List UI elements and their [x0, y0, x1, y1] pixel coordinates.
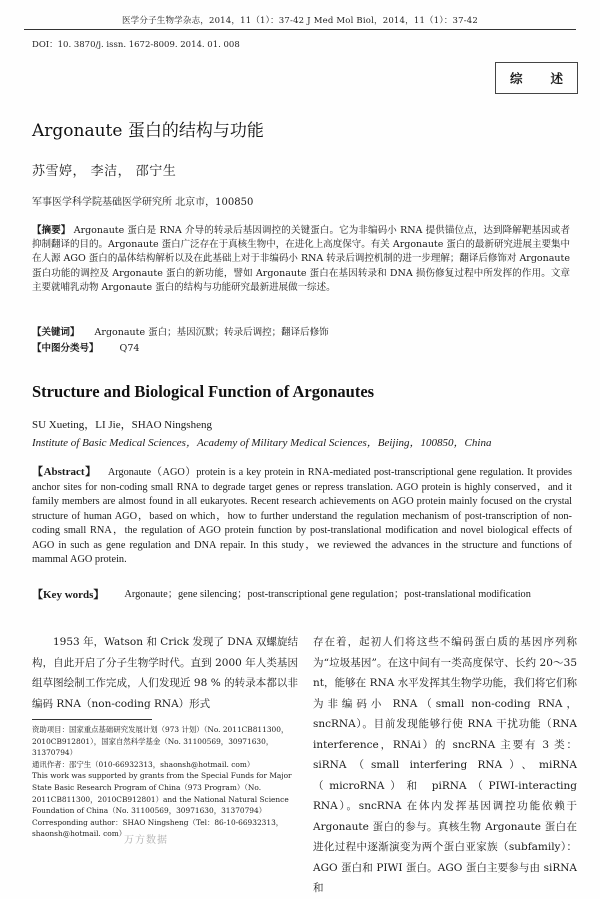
english-keywords-label: 【Key words】 — [32, 589, 105, 601]
watermark: 万方数据 — [124, 835, 168, 846]
chinese-classification-label: 【中图分类号】 — [32, 343, 99, 354]
footnote-rule — [32, 719, 152, 720]
chinese-keywords-text: Argonaute 蛋白；基因沉默；转录后调控；翻译后修饰 — [94, 327, 329, 338]
chinese-classification — [32, 340, 139, 354]
chinese-title: Argonaute 蛋白的结构与功能 — [32, 121, 264, 141]
doi: DOI：10. 3870/j. issn. 1672-8009. 2014. 01. 008 — [32, 40, 240, 50]
chinese-affiliation: 军事医学科学院基础医学研究所 北京市，100850 — [32, 197, 254, 208]
english-abstract — [32, 465, 572, 568]
section-label-box — [495, 62, 578, 94]
header-rule — [24, 29, 576, 30]
body-left-column: 1953 年，Watson 和 Crick 发现了 DNA 双螺旋结构，自此开启了分子生物学时代。直到 2000 年人类基因组草图绘制工作完成，人们发现近 98 % 的转录本都以非编码 RNA（non-coding RNA）形式 — [32, 636, 298, 710]
chinese-abstract-label: 【摘要】 — [32, 225, 71, 236]
chinese-classification-text: Q74 — [119, 343, 140, 354]
chinese-abstract — [32, 224, 570, 295]
english-abstract-text: Argonaute（AGO）protein is a key protein in RNA-mediated post-transcriptional gene regulation. It provides anchor sites for non-coding small RNA to degrade target genes or repress translation. AGO protein is highly conserved，and it family members are almost found in all eukaryotes. Recent research achievements on AGO protein mainly focused on the crystal structure of human AGO，based on which，how to further understand the regulation mechanism of post-transcription of non-coding small RNA，the regulation of AGO protein function by post-translational modification and novel biological effects of AGO in such as gene regulation and DNA repair. In this study，we reviewed the advances in the structure and functions of mammal AGO protein. — [32, 467, 573, 565]
running-header: 医学分子生物学杂志，2014，11（1）：37-42 J Med Mol Biol，2014，11（1）：37-42 — [121, 16, 479, 26]
english-authors: SU Xueting，LI Jie，SHAO Ningsheng — [32, 419, 212, 431]
footnote — [32, 724, 298, 840]
footnote-funding-cn: 资助项目：国家重点基础研究发展计划（973 计划）（No. 2011CB811300，2010CB912801），国家自然科学基金（No. 31100569，30971630，31370794） — [32, 725, 289, 758]
chinese-keywords — [32, 324, 329, 338]
english-abstract-label: 【Abstract】 — [32, 466, 97, 478]
chinese-authors: 苏雪婷， 李洁， 邵宁生 — [32, 164, 177, 179]
section-label-char-1: 综 — [510, 71, 523, 86]
english-keywords — [32, 588, 572, 603]
chinese-abstract-text: Argonaute 蛋白是 RNA 介导的转录后基因调控的关键蛋白。它为非编码小 RNA 提供锚位点，达到降解靶基因或者抑制翻译的目的。Argonaute 蛋白广泛存在于真核生物中，在进化上高度保守。有关 Argonaute 蛋白的最新研究进展主要集中在人源 AGO 蛋白的晶体结构解析以及在此基础上对于非编码小 RNA 转录后调控机制的进一步理解；翻译后修饰对 Argonaute 蛋白功能的调控及 Argonaute 蛋白的新功能，譬如 Argonaute 蛋白在基因转录和 DNA 损伤修复过程中所发挥的作用。文章主要就哺乳动物 Argonaute 蛋白的结构与功能研究最新进展做一综述。 — [32, 225, 570, 293]
body-right-column: 存在着，起初人们将这些不编码蛋白质的基因序列称为“垃圾基因”。在这中间有一类高度保守、长约 20～35 nt，能够在 RNA 水平发挥其生物学功能，我们将它们称为非编码小 RNA（small non-coding RNA，sncRNA）。目前发现能够行使 RNA 干扰功能（RNA interference，RNAi）的 sncRNA 主要有 3 类：siRNA（small interfering RNA）、miRNA（microRNA）和 piRNA（PIWI-interacting RNA）。sncRNA 在体内发挥基因调控功能依赖于 Argonaute 蛋白的参与。真核生物 Argonaute 蛋白在进化过程中逐渐演变为两个蛋白亚家族（subfamily）：AGO 蛋白和 PIWI 蛋白。AGO 蛋白主要参与由 siRNA 和 — [313, 636, 577, 894]
section-label-char-2: 述 — [550, 71, 563, 86]
footnote-corresponding-en: Corresponding author：SHAO Ningsheng（Tel：86-10-66932313，shaonsh@hotmail. com） — [32, 817, 284, 839]
chinese-keywords-label: 【关键词】 — [32, 327, 80, 338]
footnote-contact-cn: 通讯作者：邵宁生（010-66932313，shaonsh@hotmail. com） — [32, 759, 255, 769]
english-affiliation: Institute of Basic Medical Sciences，Academy of Military Medical Sciences，Beijing，100850，China — [32, 437, 492, 449]
english-keywords-text: Argonaute；gene silencing；post-transcriptional gene regulation；post-translational modification — [124, 589, 531, 600]
english-title: Structure and Biological Function of Argonautes — [32, 382, 375, 401]
footnote-funding-en: This work was supported by grants from the Special Funds for Major State Basic Research Program of China（973 Program）（No. 2011CB811300，2010CB912801）and the National Natural Science Foundation of China（No. 31100569，30971630，31370794） — [32, 771, 292, 816]
